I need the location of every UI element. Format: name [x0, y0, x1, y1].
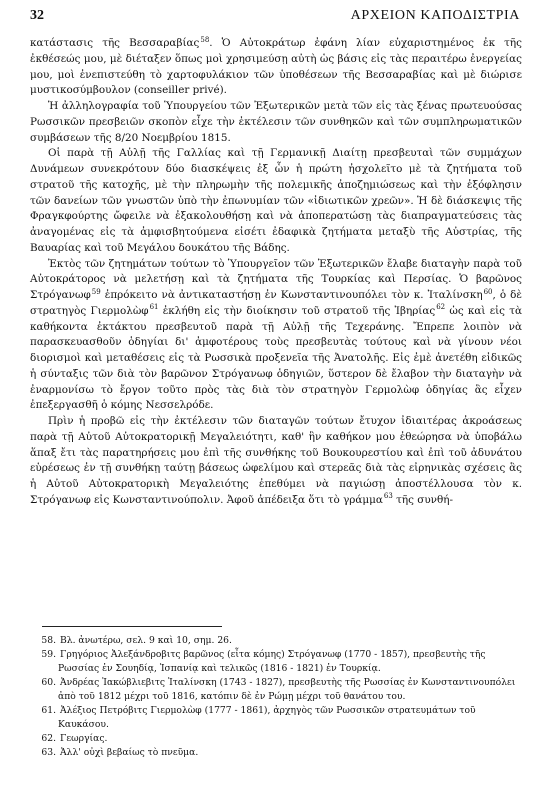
- paragraph-text: ἐπρόκειτο νὰ ἀντικαταστήσῃ ἐν Κωνσταντινουπόλει τὸν κ. Ἰταλίνσκη: [100, 289, 483, 301]
- paragraph-text: κατάστασις τῆς Βεσσαραβίας: [30, 37, 200, 49]
- footnotes: [30, 634, 522, 760]
- footnote-number: 60.: [41, 677, 56, 688]
- footnote-reference: 59: [91, 287, 101, 296]
- footnote: [30, 634, 522, 648]
- body-paragraph: [30, 36, 522, 99]
- footnote-reference: 60: [483, 287, 493, 296]
- footnote-text: Γεωργίας.: [60, 733, 108, 744]
- footnote: [30, 648, 522, 676]
- body-paragraph: [30, 257, 522, 415]
- footnote-reference: 61: [149, 303, 159, 312]
- footnote-reference: 62: [436, 303, 446, 312]
- body-paragraph: [30, 99, 522, 146]
- footnote: [30, 746, 522, 760]
- footnote-rule: [42, 626, 222, 627]
- paragraph-text: , ὁ δὲ στρατηγὸς Γιερμολὼφ: [30, 289, 523, 317]
- footnote: [30, 704, 522, 732]
- running-title: ΑΡΧΕΙΟΝ ΚΑΠΟΔΙΣΤΡΙΑ: [350, 8, 520, 23]
- footnote-text: Ἀνδρέας Ἰακώβλιεβιτς Ἰταλίνσκη (1743 - 1827), πρεσβευτὴς τῆς Ρωσσίας ἐν Κωνσταντινουπόλει ἀπὸ τοῦ 1812 μέχρι τοῦ 1816, κατόπιν δὲ ἐν Ρώμῃ μέχρι τοῦ θανάτου του.: [58, 677, 516, 702]
- body-paragraph: [30, 146, 522, 256]
- footnote-number: 58.: [41, 635, 56, 646]
- footnote-number: 63.: [41, 747, 56, 758]
- paragraph-text: . Ὁ Αὐτοκράτωρ ἐφάνη λίαν εὐχαριστημένος ἐκ τῆς ἐκθέσεώς μου, μὲ διέταξεν ὅπως μοὶ χρησιμεύσῃ αὐτὴ ὡς βάσις εἰς τὰς περαιτέρω ἐνεργείας μου, μοὶ ἐνεπιστεύθη τὸ χαρτοφυλάκιον τῶν ὑποθέσεων τῆς Βεσσαραβίας καὶ μὲ διώρισε μυστικοσύμβουλον (conseiller privé).: [30, 37, 522, 97]
- body-paragraph: [30, 414, 522, 509]
- paragraph-text: Ἡ ἀλληλογραφία τοῦ Ὑπουργείου τῶν Ἐξωτερικῶν μετὰ τῶν εἰς τὰς ξένας πρωτευούσας Ρωσσικῶν πρεσβειῶν σκοπὸν εἶχε τὴν ἐκτέλεσιν τῶν συνθηκῶν καὶ τῶν συμπληρωματικῶν συμβάσεων τῆς 8/20 Νοεμβρίου 1815.: [30, 100, 522, 144]
- paragraph-text: Ἐκτὸς τῶν ζητημάτων τούτων τὸ Ὑπουργεῖον τῶν Ἐξωτερικῶν ἔλαβε διαταγὴν παρὰ τοῦ Αὐτοκράτορος νὰ μελετήσῃ καὶ τὰ ζητήματα τῆς Τουρκίας καὶ Περσίας. Ὁ βαρῶνος Στρόγανωφ: [30, 257, 522, 301]
- footnote-text: Γρηγόριος Ἀλεξάνδροβιτς βαρῶνος (εἶτα κόμης) Στρόγανωφ (1770 - 1857), πρεσβευτὴς τῆς Ρωσσίας ἐν Σουηδίᾳ, Ἱσπανίᾳ καὶ τελικῶς (1816 - 1821) ἐν Τουρκίᾳ.: [58, 649, 486, 674]
- footnote-number: 62.: [41, 733, 56, 744]
- paragraph-text: Οἱ παρὰ τῇ Αὐλῇ τῆς Γαλλίας καὶ τῇ Γερμανικῇ Διαίτῃ πρεσβευταὶ τῶν συμμάχων Δυνάμεων συνεκρότουν δύο διασκέψεις ἐξ ὧν ἡ πρώτη ἠσχολεῖτο μὲ τὰ ζητήματα τοῦ στρατοῦ τῆς κατοχῆς, μὲ τὴν πληρωμὴν τῆς πολεμικῆς ἀποζημιώσεως καὶ τὴν ἐξόφλησιν τῶν δανείων τῶν γνωστῶν ὑπὸ τὴν ἐπωνυμίαν τῶν «ἰδιωτικῶν χρεῶν». Ἡ δὲ διάσκεψις τῆς Φραγκφούρτης ὤφειλε νὰ ἐξακολουθήσῃ καὶ νὰ ἀποπερατώσῃ τὰς διαπραγματεύσεις τὰς ἀναγομένας εἰς τὰ ἀμφισβητούμενα εἰσέτι ἐδαφικὰ ζητήματα μεταξὺ τῆς Αὐστρίας, τῆς Βαυαρίας καὶ τοῦ Μεγάλου δουκάτου τῆς Βάδης.: [30, 147, 522, 254]
- footnote: [30, 676, 522, 704]
- footnote: [30, 732, 522, 746]
- paragraph-text: ἐκλήθη εἰς τὴν διοίκησιν τοῦ στρατοῦ τῆς Ἰβηρίας: [158, 304, 436, 317]
- footnote-reference: 58: [200, 35, 210, 44]
- footnote-text: Ἀλέξιος Πετρόβιτς Γιερμολὼφ (1777 - 1861), ἀρχηγὸς τῶν Ρωσσικῶν στρατευμάτων τοῦ Καυκάσου.: [58, 705, 476, 730]
- paragraph-text: ὡς καὶ εἰς τὰ καθήκοντα ἐκτάκτου πρεσβευτοῦ παρὰ τῇ Αὐλῇ τῆς Τεχεράνης. Ἔπρεπε λοιπὸν νὰ παρασκευασθοῦν ὁδηγίαι δι' ἀμφοτέρους τοὺς πρεσβευτὰς τούτους καὶ νὰ γίνουν νέοι διορισμοὶ καὶ μεταθέσεις εἰς τὰ Ρωσσικὰ προξενεῖα τῆς Ἀνατολῆς. Εἰς ἐμὲ ἀνετέθη εἰδικῶς ἡ σύνταξις τῶν διὰ τὸν βαρῶνον Στρόγανωφ ὁδηγιῶν, ὕστερον δὲ ἔλαβον τὴν διαταγὴν νὰ ἐναρμονίσω τὸ ἔργον τοῦτο πρὸς τὰς διὰ τὸν στρατηγὸν Γερμολὼφ ὁδηγίας ἃς εἶχεν ἐπεξεργασθῆ ὁ κόμης Νεσσελρόδε.: [30, 304, 522, 412]
- footnote-text: Βλ. ἀνωτέρω, σελ. 9 καὶ 10, σημ. 26.: [60, 635, 232, 646]
- footnote-reference: 63: [383, 492, 393, 501]
- footnote-number: 61.: [41, 705, 56, 716]
- footnote-text: Ἀλλ' οὐχὶ βεβαίως τὸ πνεῦμα.: [60, 747, 199, 758]
- page-number: 32: [30, 8, 44, 23]
- paragraph-text: τῆς συνθή-: [392, 493, 453, 506]
- paragraph-text: Πρὶν ἡ προβῶ εἰς τὴν ἐκτέλεσιν τῶν διαταγῶν τούτων ἔτυχον ἰδιαιτέρας ἀκροάσεως παρὰ τῇ Αὐτοῦ Αὐτοκρατορικῇ Μεγαλειότητι, καθ' ἣν καθήκον μου ἐθεώρησα νὰ ὑποβάλω ἅπαξ ἔτι τὰς παρατηρήσεις μου ἐπὶ τῆς συνθήκης τοῦ Βουκουρεστίου καὶ ἐπὶ τοῦ ἀδυνάτου εὑρέσεως ἐν τῇ συνθήκῃ ταύτῃ βάσεως ὠφελίμου καὶ στερεᾶς διὰ τὰς εἰρηνικὰς σχέσεις ἃς ἡ Αὐτοῦ Αὐτοκρατορικὴ Μεγαλειότης ἐπεθύμει νὰ παγιώσῃ ἀποστέλλουσα τὸν κ. Στρόγανωφ εἰς Κωνσταντινούπολιν. Ἀφοῦ ἀπέδειξα ὅτι τὸ γράμμα: [30, 415, 522, 506]
- body-text: [30, 36, 522, 509]
- page-header: [30, 8, 520, 28]
- footnote-number: 59.: [41, 649, 56, 660]
